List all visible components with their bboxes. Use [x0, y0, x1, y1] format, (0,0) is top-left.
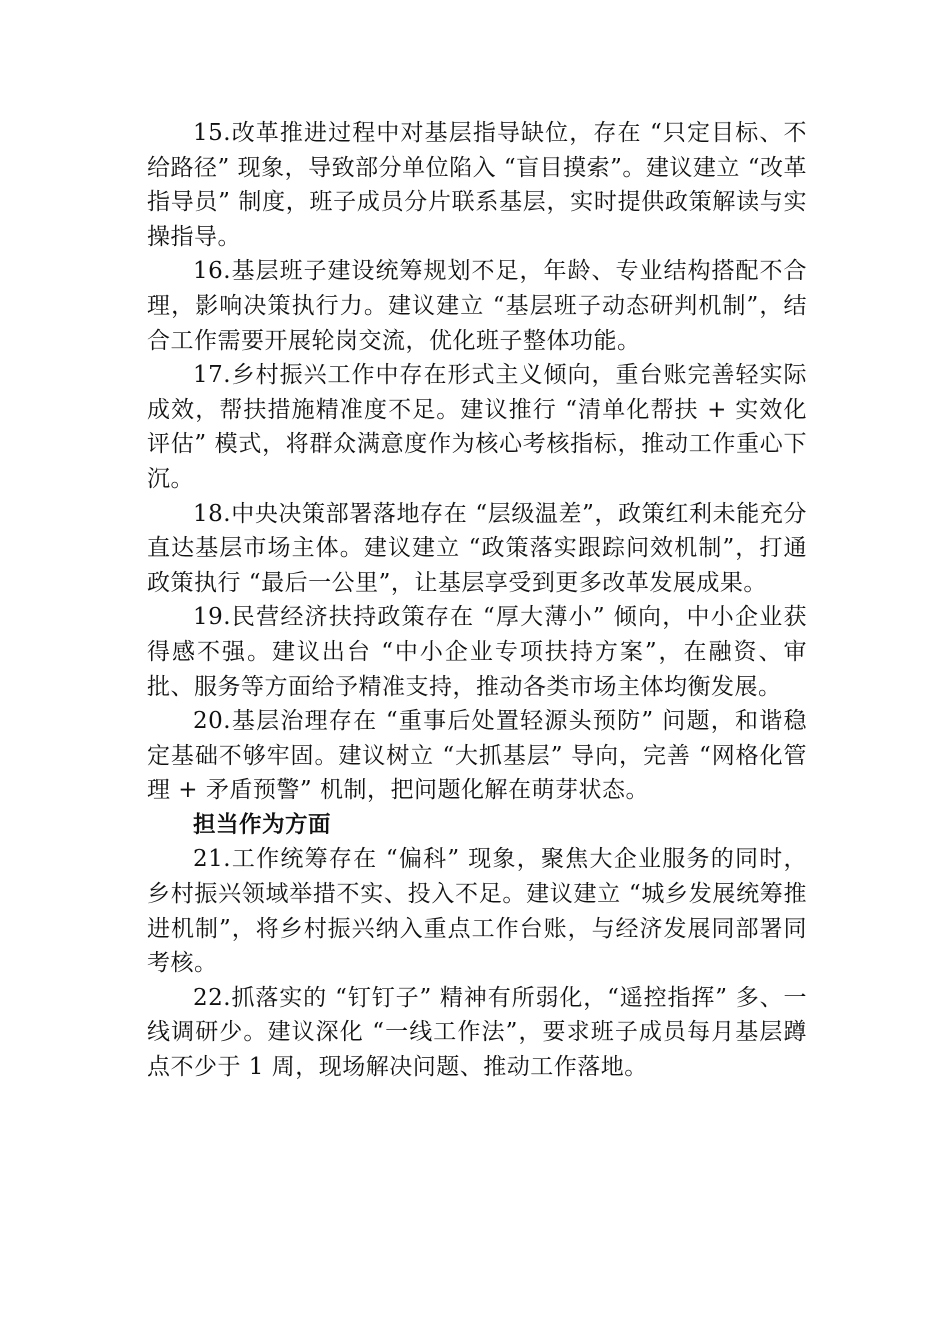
paragraph-17: 17.乡村振兴工作中存在形式主义倾向，重台账完善轻实际成效，帮扶措施精准度不足。建议推行 “清单化帮扶 + 实效化评估” 模式，将群众满意度作为核心考核指标，推动工作重心下沉。 [147, 362, 807, 492]
paragraph-16: 16.基层班子建设统筹规划不足，年龄、专业结构搭配不合理，影响决策执行力。建议建立 “基层班子动态研判机制”，结合工作需要开展轮岗交流，优化班子整体功能。 [147, 258, 807, 354]
document-page [147, 116, 807, 1085]
section-heading: 担当作为方面 [193, 811, 332, 838]
paragraph-21: 21.工作统筹存在 “偏科” 现象，聚焦大企业服务的同时，乡村振兴领域举措不实、投入不足。建议建立 “城乡发展统筹推进机制”，将乡村振兴纳入重点工作台账，与经济发展同部署同考核。 [147, 846, 807, 977]
paragraph-20: 20.基层治理存在 “重事后处置轻源头预防” 问题，和谐稳定基础不够牢固。建议树立 “大抓基层” 导向，完善 “网格化管理 + 矛盾预警” 机制，把问题化解在萌芽状态。 [147, 708, 807, 804]
paragraph-22: 22.抓落实的 “钉钉子” 精神有所弱化，“遥控指挥” 多、一线调研少。建议深化 “一线工作法”，要求班子成员每月基层蹲点不少于 1 周，现场解决问题、推动工作落地。 [147, 984, 807, 1081]
paragraph-15: 15.改革推进过程中对基层指导缺位，存在 “只定目标、不给路径” 现象，导致部分单位陷入 “盲目摸索”。建议建立 “改革指导员” 制度，班子成员分片联系基层，实时提供政策解读与实操指导。 [147, 120, 807, 250]
paragraph-19: 19.民营经济扶持政策存在 “厚大薄小” 倾向，中小企业获得感不强。建议出台 “中小企业专项扶持方案”，在融资、审批、服务等方面给予精准支持，推动各类市场主体均衡发展。 [147, 604, 807, 700]
paragraph-18: 18.中央决策部署落地存在 “层级温差”，政策红利未能充分直达基层市场主体。建议建立 “政策落实跟踪问效机制”，打通政策执行 “最后一公里”，让基层享受到更多改革发展成果。 [147, 500, 807, 596]
